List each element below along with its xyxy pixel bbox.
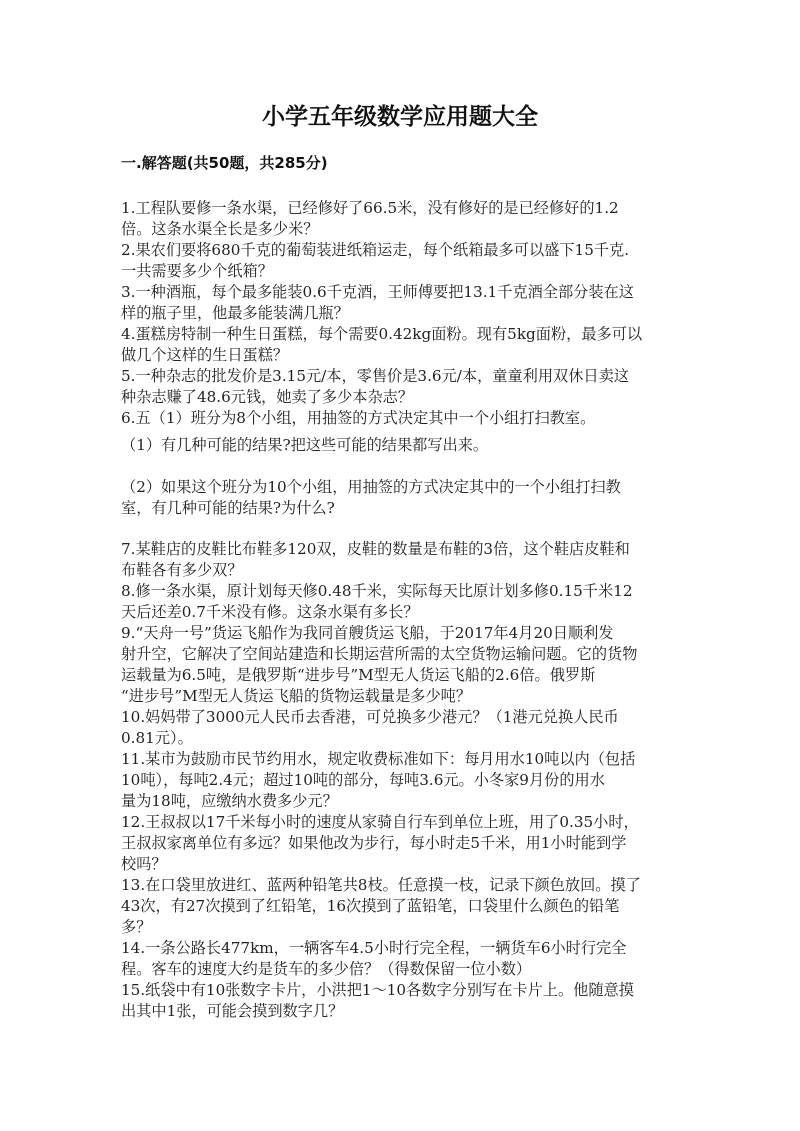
question-line: 做几个这样的生日蛋糕？	[121, 346, 289, 364]
question-line: 5.一种杂志的批发价是3.15元/本，零售价是3.6元/本，童童利用双休日卖这	[121, 367, 629, 385]
question-line: 3.一种酒瓶，每个最多能装0.6千克酒，王师傅要把13.1千克酒全部分装在这	[121, 283, 634, 301]
question-line: 4.蛋糕房特制一种生日蛋糕，每个需要0.42kg面粉。现有5kg面粉，最多可以	[121, 325, 643, 343]
question-line: 43次，有27次摸到了红铅笔，16次摸到了蓝铅笔，口袋里什么颜色的铅笔	[121, 897, 620, 915]
question-line: 出其中1张，可能会摸到数字几？	[121, 1002, 344, 1020]
question-11	[121, 749, 696, 812]
question-line: 2.果农们要将680千克的葡萄装进纸箱运走，每个纸箱最多可以盛下15千克.	[121, 241, 630, 259]
question-5	[121, 366, 696, 408]
question-line: 8.修一条水渠，原计划每天修0.48千米，实际每天比原计划多修0.15千米12	[121, 582, 633, 600]
question-line: 布鞋各有多少双？	[121, 561, 243, 579]
question-6b	[121, 477, 696, 519]
question-line: 1.工程队要修一条水渠，已经修好了66.5米，没有修好的是已经修好的1.2	[121, 199, 619, 217]
page-title: 小学五年级数学应用题大全	[262, 104, 538, 130]
question-line: 射升空，它解决了空间站建造和长期运营所需的太空货物运输问题。它的货物	[121, 645, 638, 663]
question-line: 9.“天舟一号”货运飞船作为我同首艘货运飞船，于2017年4月20日顺利发	[121, 624, 614, 642]
question-line: 校吗？	[121, 855, 167, 873]
question-line: 种杂志赚了48.6元钱，她卖了多少本杂志？	[121, 388, 414, 406]
question-line: 12.王叔叔以17千米每小时的速度从家骑自行车到单位上班，用了0.35小时，	[121, 813, 639, 831]
question-line: （1）有几种可能的结果?把这些可能的结果都写出来。	[121, 436, 489, 454]
question-4	[121, 324, 696, 366]
question-line: 15.纸袋中有10张数字卡片，小洪把1～10各数字分别写在卡片上。他随意摸	[121, 981, 634, 999]
question-line: 10吨），每吨2.4元；超过10吨的部分，每吨3.6元。小冬家9月份的用水	[121, 771, 605, 789]
question-6a	[121, 435, 696, 456]
question-line: 10.妈妈带了3000元人民币去香港，可兑换多少港元？（1港元兑换人民币	[121, 708, 619, 726]
question-line: 程。客车的速度大约是货车的多少倍？（得数保留一位小数）	[121, 960, 532, 978]
question-13	[121, 875, 696, 938]
question-line: （2）如果这个班分为10个小组，用抽签的方式决定其中的一个小组打扫教	[121, 478, 621, 496]
question-line: 11.某市为鼓励市民节约用水，规定收费标准如下：每月用水10吨以内（包括	[121, 750, 636, 768]
question-line: 多？	[121, 918, 152, 936]
question-14	[121, 938, 696, 980]
question-line: 运载量为6.5吨，是俄罗斯“进步号”M型无人货运飞船的2.6倍。俄罗斯	[121, 666, 596, 684]
question-list	[121, 198, 696, 1022]
question-9	[121, 623, 696, 707]
question-line: 室，有几种可能的结果?为什么?	[121, 499, 335, 517]
question-line: 0.81元）。	[121, 729, 193, 747]
question-line: 倍。这条水渠全长是多少米？	[121, 220, 319, 238]
section-heading: 一.解答题(共50题，共285分)	[121, 154, 328, 172]
question-3	[121, 282, 696, 324]
question-10	[121, 707, 696, 749]
question-7	[121, 539, 696, 581]
question-line: 王叔叔家离单位有多远？如果他改为步行，每小时走5千米，用1小时能到学	[121, 834, 627, 852]
question-line: 一共需要多少个纸箱？	[121, 262, 273, 280]
question-12	[121, 812, 696, 875]
question-line: 量为18吨，应缴纳水费多少元？	[121, 792, 338, 810]
question-6	[121, 408, 696, 429]
question-line: 13.在口袋里放进红、蓝两种铅笔共8枝。任意摸一枝，记录下颜色放回。摸了	[121, 876, 641, 894]
question-line: 天后还差0.7千米没有修。这条水渠有多长？	[121, 603, 419, 621]
question-line: 14.一条公路长477km，一辆客车4.5小时行完全程，一辆货车6小时行完全	[121, 939, 627, 957]
question-15	[121, 980, 696, 1022]
question-8	[121, 581, 696, 623]
question-line: 样的瓶子里，他最多能装满几瓶？	[121, 304, 349, 322]
question-1	[121, 198, 696, 240]
question-line: 7.某鞋店的皮鞋比布鞋多120双，皮鞋的数量是布鞋的3倍，这个鞋店皮鞋和	[121, 540, 630, 558]
question-2	[121, 240, 696, 282]
question-line: “进步号”M型无人货运飞船的货物运载量是多少吨？	[121, 687, 472, 705]
question-line: 6.五（1）班分为8个小组，用抽签的方式决定其中一个小组打扫教室。	[121, 409, 596, 427]
